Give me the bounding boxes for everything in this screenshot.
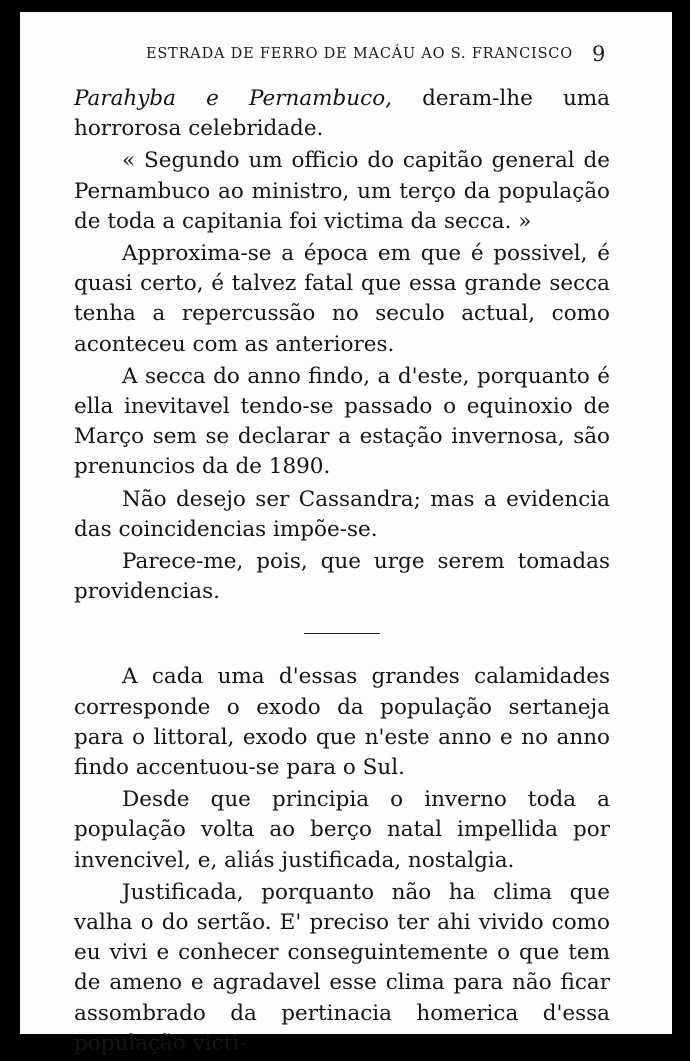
paragraph: Desde que principia o inverno toda a população volta ao berço natal impellida por invencivel, e, aliás justificada, nostalgia.: [74, 787, 610, 873]
section-divider: [304, 633, 380, 634]
paragraph: A secca do anno findo, a d'este, porquanto é ella inevitavel tendo-se passado o equinoxio de Março sem se declarar a estação invernosa, são prenuncios da de 1890.: [74, 363, 610, 480]
paragraph: « Segundo um officio do capitão general de Pernambuco ao ministro, um terço da população de toda a capitania foi victima da secca. »: [74, 148, 610, 234]
running-head: [20, 42, 672, 70]
paragraph: Approxima-se a época em que é possivel, é quasi certo, é talvez fatal que essa grande secca tenha a repercussão no seculo actual, como aconteceu com as anteriores.: [74, 241, 610, 357]
page-number: 9: [592, 42, 606, 66]
body-text: [74, 84, 610, 1061]
book-page: [20, 12, 672, 1056]
paragraph-text: deram-lhe uma horrorosa celebridade.: [74, 86, 610, 142]
running-head-title: ESTRADA DE FERRO DE MACÁU AO S. FRANCISCO: [146, 46, 573, 62]
paragraph: A cada uma d'essas grandes calamidades corresponde o exodo da população sertaneja para o littoral, exodo que n'este anno e no anno findo accentuou-se para o Sul.: [74, 664, 610, 781]
paragraph: Parece-me, pois, que urge serem tomadas providencias.: [74, 549, 610, 605]
italic-place-names: Parahyba e Pernambuco,: [74, 86, 392, 111]
paragraph-continuation: [74, 84, 610, 144]
paragraph: Justificada, porquanto não ha clima que valha o do sertão. E' preciso ter ahi vivido como eu vivi e conhecer conseguintemente o que tem de ameno e agradavel esse clima para não ficar assombrado da pertinacia homerica d'essa população victi-: [74, 879, 610, 1056]
paragraph: Não desejo ser Cassandra; mas a evidencia das coincidencias impõe-se.: [74, 486, 610, 542]
